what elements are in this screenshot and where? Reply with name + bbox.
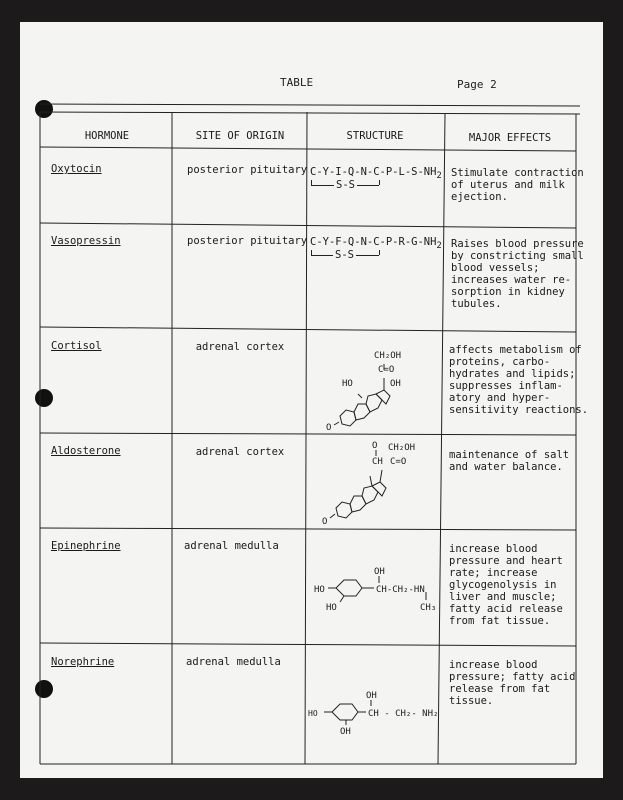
hormone-name: Vasopressin [51, 235, 121, 247]
carbonyl-label: C=O [378, 365, 395, 375]
punch-hole [35, 680, 53, 698]
bridge-tick [311, 250, 312, 255]
bridge-tick [379, 180, 380, 185]
bridge-tick [311, 180, 312, 185]
ch2oh-label: CH₂OH [374, 351, 402, 361]
peptide-sequence [310, 166, 442, 182]
site-of-origin: posterior pituitary [187, 164, 308, 176]
hormone-name: Aldosterone [51, 445, 121, 457]
aldosterone-structure [310, 436, 444, 526]
sequence-subscript: 2 [436, 241, 442, 252]
column-header-structure: STRUCTURE [346, 130, 404, 142]
hydroxyl-label: HO [314, 585, 325, 595]
disulfide-bridge-label: S-S [336, 179, 355, 191]
methyl-label: CH₃ [420, 603, 437, 613]
carbonyl-label: C=O [390, 457, 407, 467]
hormone-name: Cortisol [51, 340, 102, 352]
cortisol-structure [310, 340, 444, 430]
hydroxyl-label: HO [308, 709, 318, 718]
column-header-site: SITE OF ORIGIN [195, 130, 285, 142]
norepinephrine-structure [302, 690, 440, 736]
site-of-origin: adrenal cortex [195, 341, 285, 353]
hydroxyl-label: OH [366, 691, 377, 701]
column-header-effects: MAJOR EFFECTS [468, 132, 552, 144]
site-of-origin: adrenal medulla [184, 540, 279, 552]
peptide-sequence [310, 236, 442, 252]
hormone-name: Epinephrine [51, 540, 121, 552]
site-of-origin: adrenal cortex [195, 446, 285, 458]
ch2oh-label: CH₂OH [388, 443, 416, 453]
major-effects: Stimulate contraction of uterus and milk ejection. [451, 167, 584, 203]
disulfide-bridge-label: S-S [335, 249, 354, 261]
table-title: TABLE [280, 76, 314, 89]
hydroxyl-label: OH [340, 727, 351, 736]
hydroxyl-label: HO [326, 603, 337, 613]
side-chain-label: CH - CH₂- NH₂ [368, 709, 439, 719]
site-of-origin: adrenal medulla [186, 656, 281, 668]
ch-label: CH [372, 457, 383, 467]
major-effects: Raises blood pressure by constricting small blood vessels; increases water re- sorption in kidney tubules. [451, 238, 584, 310]
hormone-name: Oxytocin [51, 163, 102, 175]
major-effects: increase blood pressure and heart rate; increase glycogenolysis in liver and muscle; fatty acid release from fat tissue. [449, 543, 563, 627]
epinephrine-structure [308, 562, 442, 622]
oxygen-label: O [372, 441, 378, 451]
sequence-text: C-Y-F-Q-N-C-P-R-G-NH [310, 236, 437, 248]
major-effects: increase blood pressure; fatty acid release from fat tissue. [449, 659, 576, 707]
side-chain-label: CH-CH₂-HN [376, 585, 425, 595]
bridge-tick [379, 250, 380, 255]
sequence-text: C-Y-I-Q-N-C-P-L-S-NH [310, 166, 437, 178]
punch-hole [35, 389, 53, 407]
hormone-name: Norephrine [51, 656, 115, 668]
major-effects: affects metabolism of proteins, carbo- hydrates and lipids; suppresses inflam- atory and hyper- sensitivity reactions. [449, 344, 589, 416]
ketone-label: O [326, 423, 332, 430]
page-number: Page 2 [457, 78, 497, 91]
hydroxyl-label: OH [390, 379, 401, 389]
hydroxyl-label: OH [374, 567, 385, 577]
hydroxyl-label: HO [342, 379, 353, 389]
site-of-origin: posterior pituitary [187, 235, 308, 247]
sequence-subscript: 2 [436, 171, 442, 182]
document-page [20, 22, 603, 778]
ketone-label: O [322, 517, 328, 526]
column-header-hormone: HORMONE [84, 130, 130, 142]
punch-hole [35, 100, 53, 118]
major-effects: maintenance of salt and water balance. [449, 449, 570, 473]
